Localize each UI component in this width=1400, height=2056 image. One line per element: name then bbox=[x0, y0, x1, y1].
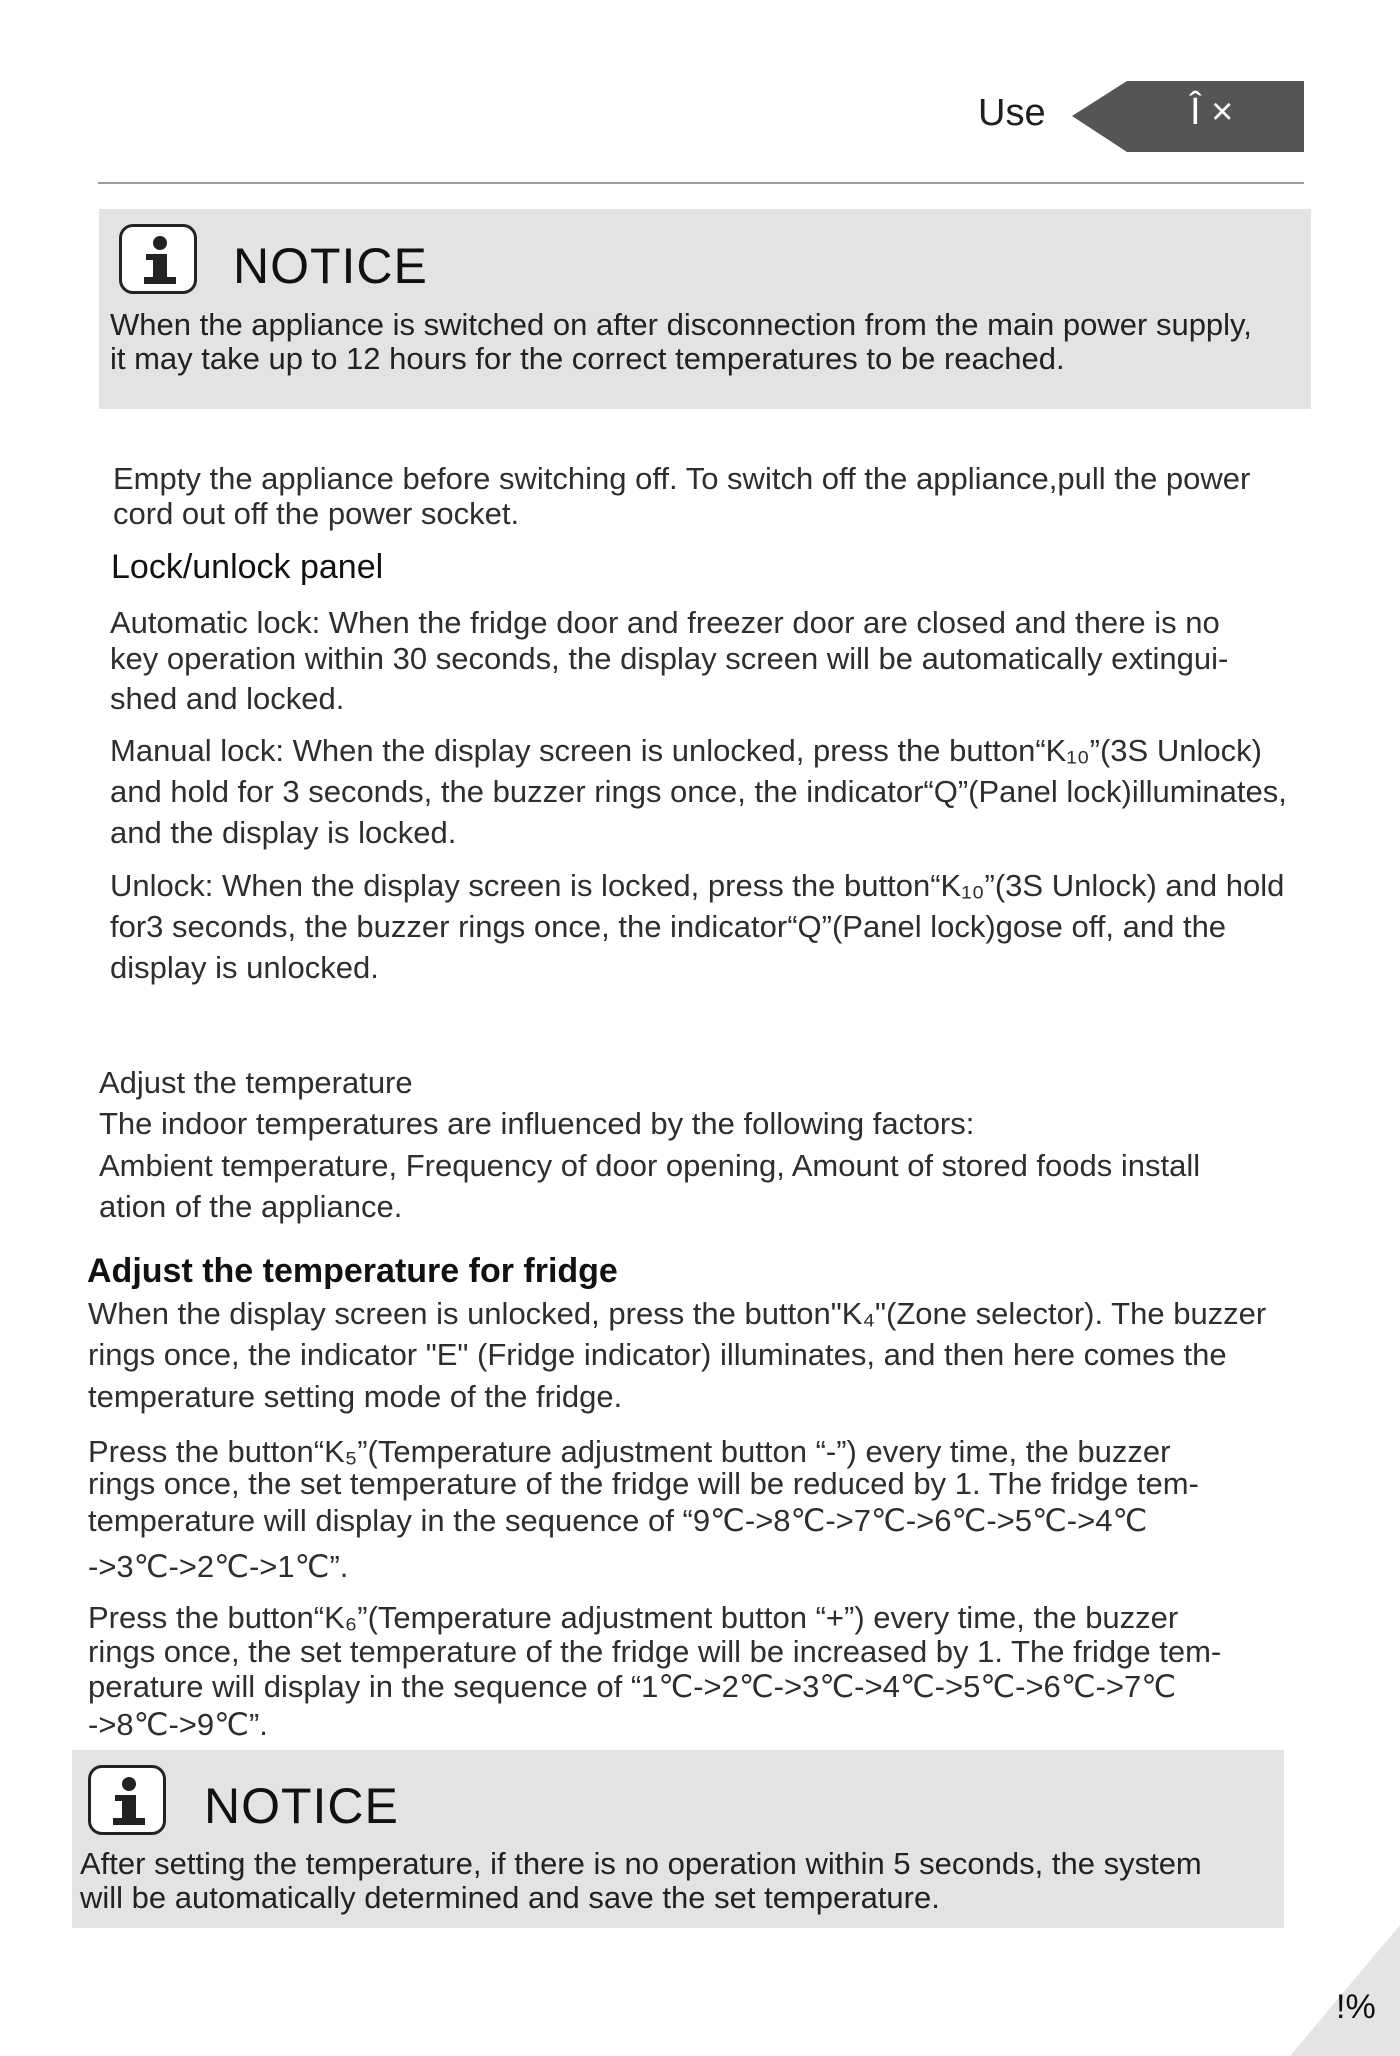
adjust-line: Adjust the temperature bbox=[99, 1065, 413, 1100]
adjust-line: The indoor temperatures are influenced by the following factors: bbox=[99, 1106, 975, 1141]
lock-panel-heading: Lock/unlock panel bbox=[111, 548, 384, 586]
section-tab-label-wrap bbox=[1072, 81, 1304, 152]
switch-off-line: Empty the appliance before switching off. To switch off the appliance,pull the power bbox=[113, 461, 1251, 496]
fridge-decrease-line: ->3℃->2℃->1℃”. bbox=[88, 1549, 349, 1584]
section-title: Use bbox=[978, 92, 1046, 134]
notice-line: it may take up to 12 hours for the correct temperatures to be reached. bbox=[110, 341, 1065, 376]
fridge-intro-line: rings once, the indicator "E" (Fridge indicator) illuminates, and then here comes the bbox=[88, 1337, 1227, 1372]
info-icon bbox=[119, 224, 197, 294]
notice-line: When the appliance is switched on after disconnection from the main power supply, bbox=[110, 307, 1252, 342]
auto-lock-line: shed and locked. bbox=[110, 681, 345, 716]
manual-lock-line: and hold for 3 seconds, the buzzer rings once, the indicator“Q”(Panel lock)illuminates, bbox=[110, 774, 1287, 809]
fridge-increase-line: perature will display in the sequence of “1℃->2℃->3℃->4℃->5℃->6℃->7℃ bbox=[88, 1669, 1177, 1704]
fridge-increase-line: Press the button“K₆”(Temperature adjustment button “+”) every time, the buzzer bbox=[88, 1600, 1179, 1635]
header-divider bbox=[98, 182, 1304, 184]
notice-line: will be automatically determined and save the set temperature. bbox=[80, 1880, 940, 1915]
notice-line: After setting the temperature, if there is no operation within 5 seconds, the system bbox=[80, 1846, 1202, 1881]
manual-lock-line: Manual lock: When the display screen is unlocked, press the button“K₁₀”(3S Unlock) bbox=[110, 733, 1262, 768]
page-number: !% bbox=[1336, 1988, 1376, 2026]
fridge-decrease-line: rings once, the set temperature of the fridge will be reduced by 1. The fridge tem- bbox=[88, 1466, 1199, 1501]
manual-lock-line: and the display is locked. bbox=[110, 815, 457, 850]
switch-off-line: cord out off the power socket. bbox=[113, 496, 520, 531]
unlock-line: display is unlocked. bbox=[110, 950, 379, 985]
notice-title: NOTICE bbox=[204, 1778, 399, 1834]
unlock-line: for3 seconds, the buzzer rings once, the indicator“Q”(Panel lock)gose off, and the bbox=[110, 909, 1227, 944]
unlock-line: Unlock: When the display screen is locked, press the button“K₁₀”(3S Unlock) and hold bbox=[110, 868, 1285, 903]
fridge-heading: Adjust the temperature for fridge bbox=[87, 1252, 618, 1290]
adjust-line: Ambient temperature, Frequency of door opening, Amount of stored foods install bbox=[99, 1148, 1201, 1183]
fridge-intro-line: When the display screen is unlocked, press the button"K₄"(Zone selector). The buzzer bbox=[88, 1296, 1267, 1331]
adjust-line: ation of the appliance. bbox=[99, 1189, 403, 1224]
auto-lock-line: key operation within 30 seconds, the display screen will be automatically extingui- bbox=[110, 641, 1229, 676]
fridge-increase-line: rings once, the set temperature of the fridge will be increased by 1. The fridge tem- bbox=[88, 1634, 1222, 1669]
notice-box bbox=[72, 1750, 1284, 1928]
fridge-decrease-line: temperature will display in the sequence of “9℃->8℃->7℃->6℃->5℃->4℃ bbox=[88, 1503, 1148, 1538]
info-icon bbox=[88, 1765, 166, 1835]
fridge-decrease-line: Press the button“K₅”(Temperature adjustment button “-”) every time, the buzzer bbox=[88, 1434, 1171, 1469]
auto-lock-line: Automatic lock: When the fridge door and freezer door are closed and there is no bbox=[110, 605, 1220, 640]
section-tab-label: Î × bbox=[1190, 91, 1234, 133]
fridge-increase-line: ->8℃->9℃”. bbox=[88, 1707, 268, 1742]
fridge-intro-line: temperature setting mode of the fridge. bbox=[88, 1379, 623, 1414]
notice-box bbox=[99, 209, 1311, 409]
notice-title: NOTICE bbox=[233, 238, 428, 294]
